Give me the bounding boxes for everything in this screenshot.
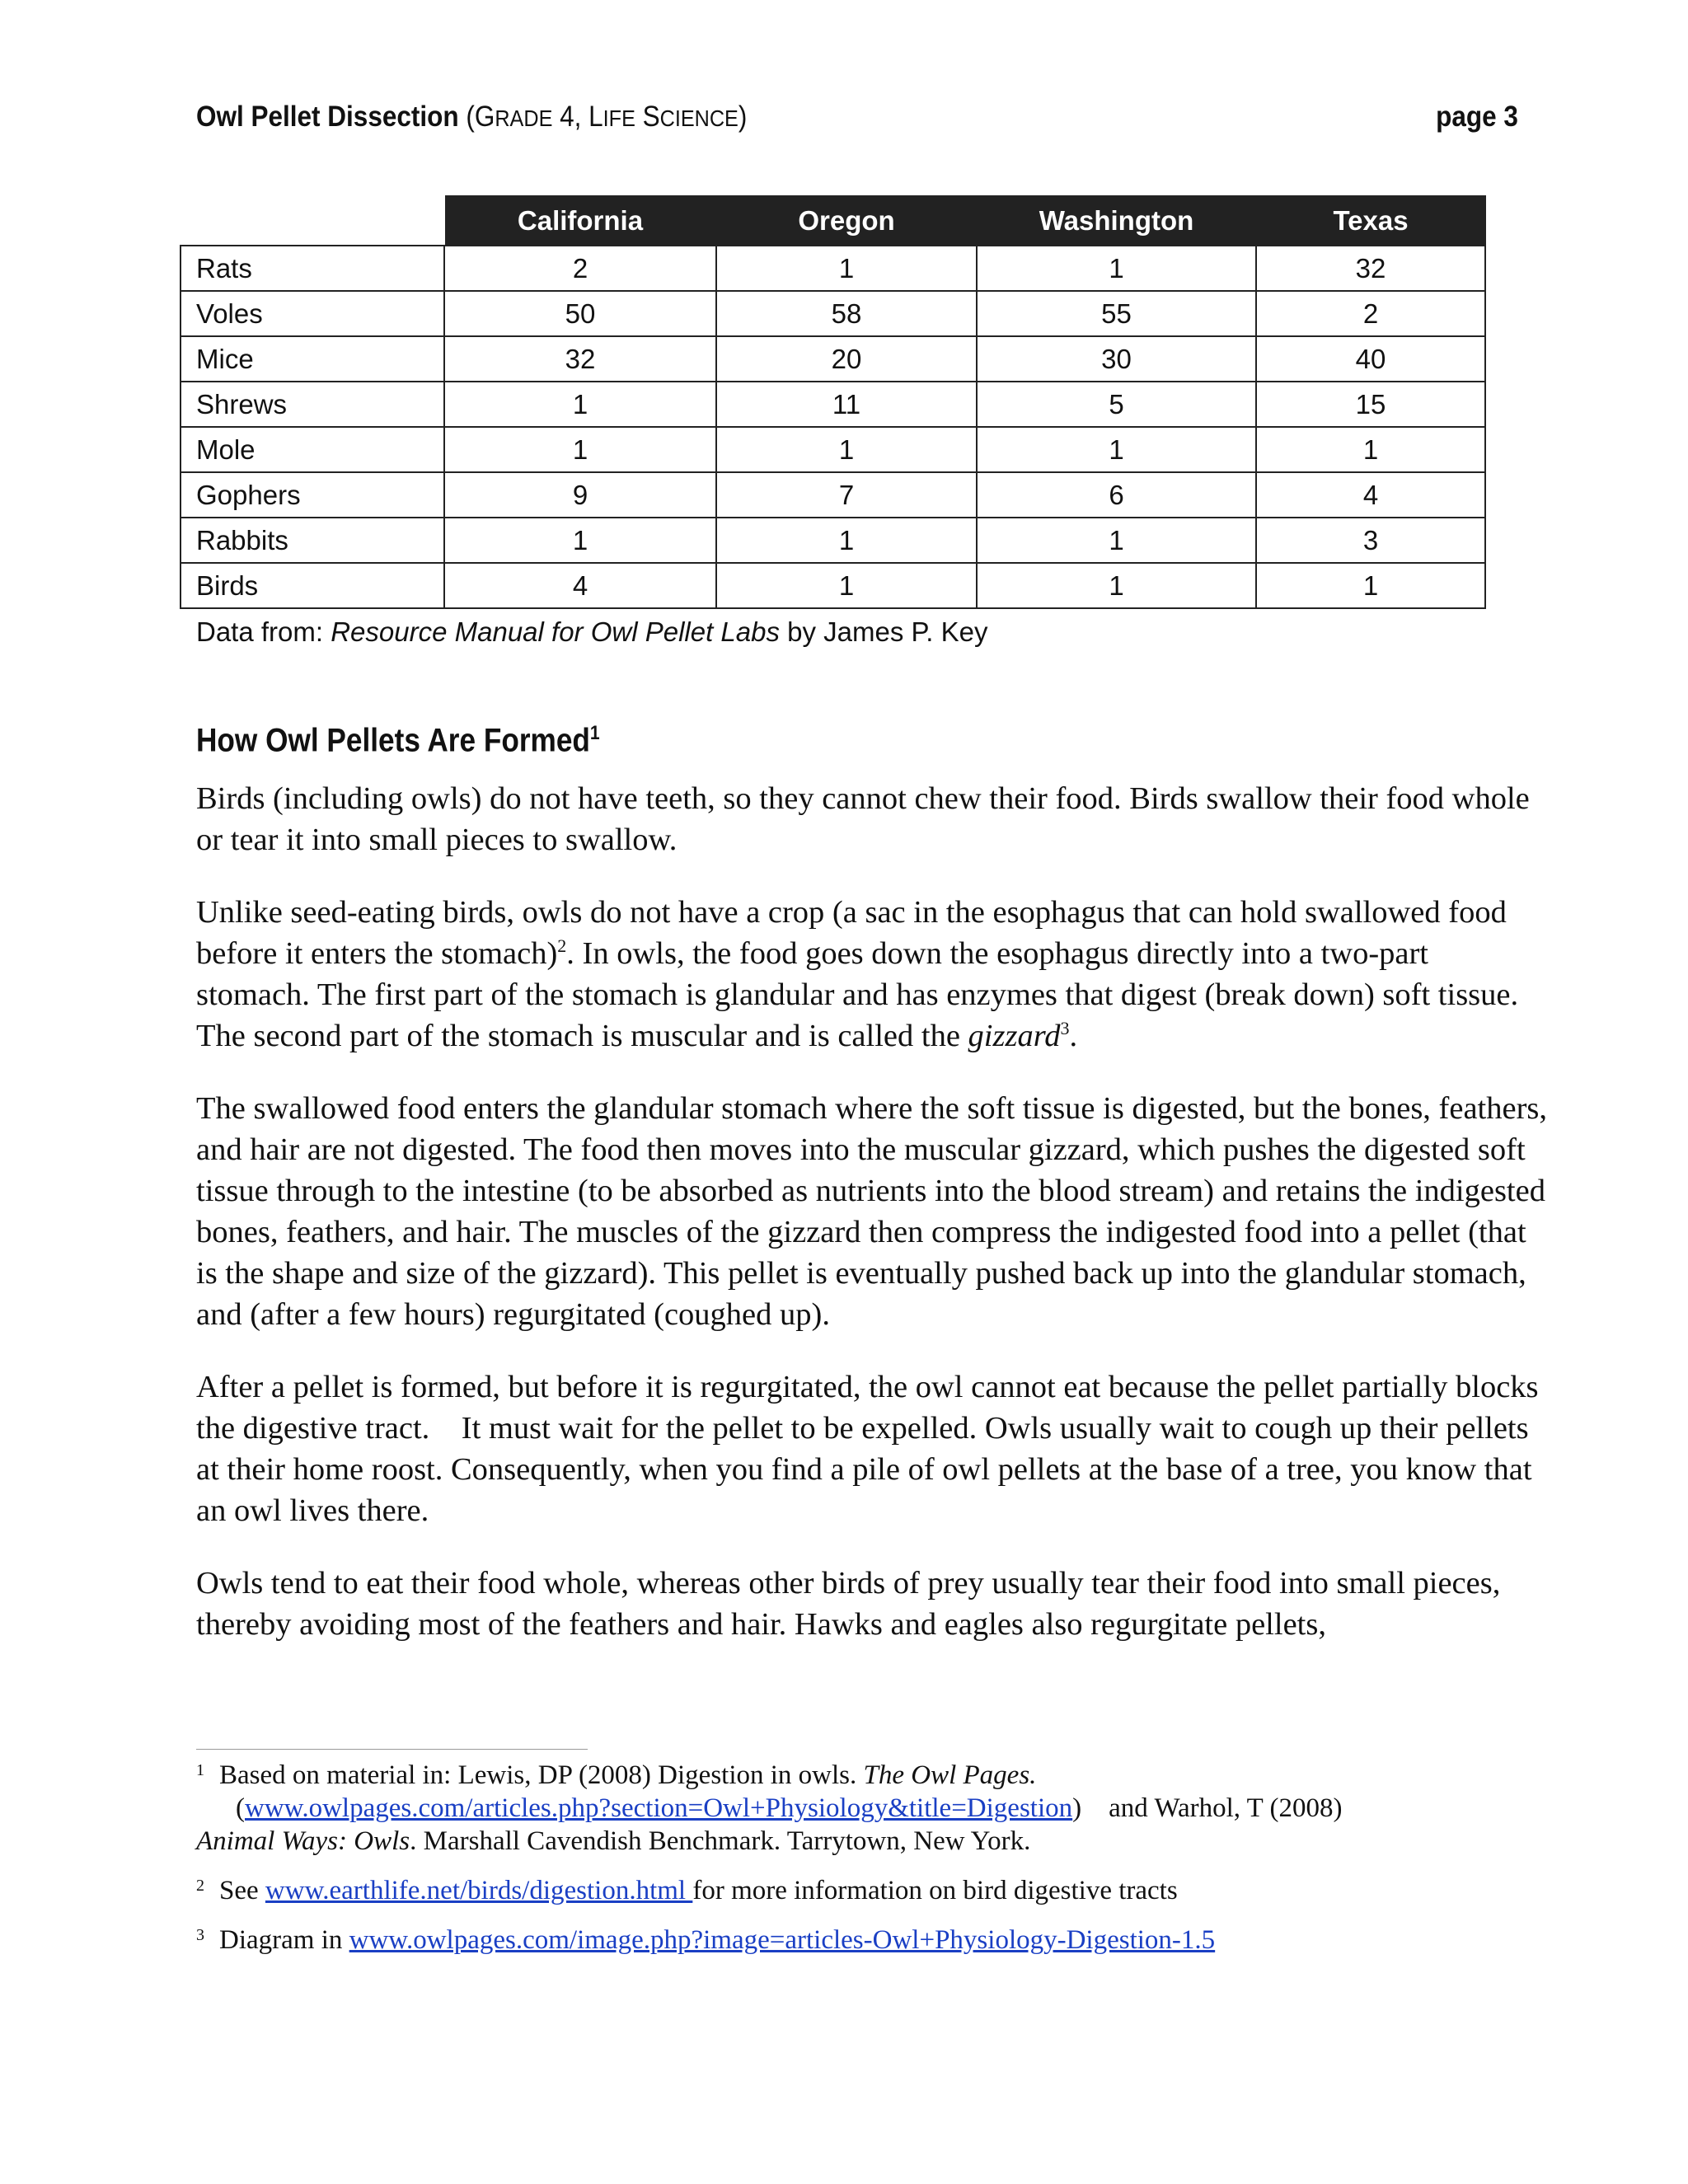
table-row	[181, 336, 1485, 382]
footnote-link[interactable]: www.owlpages.com/image.php?image=articles-Owl+Physiology-Digestion-1.5	[349, 1925, 1216, 1955]
footnote-divider	[196, 1749, 588, 1750]
footnote-2: 2 See www.earthlife.net/birds/digestion.html for more information on bird digestive tracts	[196, 1876, 1178, 1905]
paragraph: The swallowed food enters the glandular stomach where the soft tissue is digested, but the bones, feathers, and hair are not digested. The food then moves into the muscular gizzard, which pushes the digested soft tissue through to the intestine (to be absorbed as nutrients into the blood stream) and retains the indigested bones, feathers, and hair. The muscles of the gizzard then compress the indigested food into a pellet (that is the shape and size of the gizzard). This pellet is eventually pushed back up into the glandular stomach, and (after a few hours) regurgitated (coughed up).	[196, 1091, 1548, 1332]
footnote-mark: 1	[196, 1761, 204, 1779]
table-row	[181, 563, 1485, 608]
table-cell: 1	[977, 518, 1256, 563]
row-label: Mole	[181, 427, 444, 472]
table-cell: 30	[977, 336, 1256, 382]
table-cell: 1	[716, 563, 977, 608]
table-cell: 3	[1256, 518, 1485, 563]
document-subtitle: (GRADE 4, LIFE SCIENCE)	[466, 101, 748, 133]
row-label: Rabbits	[181, 518, 444, 563]
table-row	[181, 382, 1485, 427]
table-cell: 2	[444, 246, 716, 291]
table-cell: 1	[977, 427, 1256, 472]
table-cell: 4	[1256, 472, 1485, 518]
table-cell: 1	[444, 382, 716, 427]
table-cell: 32	[1256, 246, 1485, 291]
table-source-note: Data from: Resource Manual for Owl Pellet Labs by James P. Key	[196, 616, 988, 647]
footnote-mark: 3	[196, 1926, 204, 1944]
footnote-ref: 1	[589, 722, 600, 744]
table-corner-cell	[181, 196, 444, 246]
table-cell: 1	[977, 563, 1256, 608]
table-cell: 55	[977, 291, 1256, 336]
table-cell: 1	[716, 246, 977, 291]
table-row	[181, 291, 1485, 336]
table-cell: 7	[716, 472, 977, 518]
table-cell: 40	[1256, 336, 1485, 382]
table-row	[181, 427, 1485, 472]
table-cell: 1	[716, 518, 977, 563]
prey-data-table	[180, 195, 1486, 609]
row-label: Mice	[181, 336, 444, 382]
footnote-link[interactable]: www.owlpages.com/articles.php?section=Owl+Physiology&title=Digestion	[245, 1793, 1073, 1823]
column-header: California	[444, 196, 716, 246]
row-label: Shrews	[181, 382, 444, 427]
table-cell: 20	[716, 336, 977, 382]
footnotes	[196, 1759, 1548, 1973]
table-cell: 1	[444, 427, 716, 472]
source-title: Resource Manual for Owl Pellet Labs	[331, 616, 780, 647]
column-header: Oregon	[716, 196, 977, 246]
table-cell: 4	[444, 563, 716, 608]
footnote-ref: 3	[1060, 1018, 1070, 1039]
table-cell: 58	[716, 291, 977, 336]
document-title: Owl Pellet Dissection (GRADE 4, LIFE SCIENCE)	[196, 101, 748, 133]
footnote-3: 3 Diagram in www.owlpages.com/image.php?image=articles-Owl+Physiology-Digestion-1.5	[196, 1925, 1216, 1955]
table-cell: 50	[444, 291, 716, 336]
table-cell: 11	[716, 382, 977, 427]
footnote-mark: 2	[196, 1877, 204, 1895]
table-cell: 1	[716, 427, 977, 472]
table-cell: 32	[444, 336, 716, 382]
table-row	[181, 518, 1485, 563]
table-cell: 6	[977, 472, 1256, 518]
table-row	[181, 246, 1485, 291]
table-cell: 1	[1256, 427, 1485, 472]
row-label: Gophers	[181, 472, 444, 518]
table-cell: 2	[1256, 291, 1485, 336]
row-label: Birds	[181, 563, 444, 608]
table-cell: 1	[1256, 563, 1485, 608]
page-header	[196, 101, 1518, 142]
term-gizzard: gizzard	[968, 1019, 1061, 1053]
footnote-1: 1 Based on material in: Lewis, DP (2008) Digestion in owls. The Owl Pages. (www.owlpages.com/articles.php?section=Owl+Physiology&title=Digestion) and Warhol, T (2008) Animal Ways: Owls. Marshall Cavendish Benchmark. Tarrytown, New York.	[196, 1760, 1343, 1856]
footnote-ref: 2	[557, 935, 567, 957]
section-heading: How Owl Pellets Are Formed$^1$	[196, 722, 600, 759]
footnote-link[interactable]: www.earthlife.net/birds/digestion.html	[265, 1876, 693, 1905]
paragraph: After a pellet is formed, but before it is regurgitated, the owl cannot eat because the pellet partially blocks the digestive tract. It must wait for the pellet to be expelled. Owls usually wait to cough up their pellets at their home roost. Consequently, when you find a pile of owl pellets at the base of a tree, you know that an owl lives there.	[196, 1370, 1547, 1528]
column-header: Texas	[1256, 196, 1485, 246]
table-cell: 5	[977, 382, 1256, 427]
paragraph: Owls tend to eat their food whole, whereas other birds of prey usually tear their food into small pieces, thereby avoiding most of the feathers and hair. Hawks and eagles also regurgitate pellets,	[196, 1566, 1501, 1642]
column-header: Washington	[977, 196, 1256, 246]
table-header-row	[181, 196, 1485, 246]
paragraph: Unlike seed-eating birds, owls do not have a crop (a sac in the esophagus that can hold swallowed food before it enters the stomach)$^2$. In owls, the food goes down the esophagus directly into a two-part stomach. The first part of the stomach is glandular and has enzymes that digest (break down) soft tissue. The second part of the stomach is muscular and is called the gizzard$^3$.	[196, 895, 1519, 1053]
table-row	[181, 472, 1485, 518]
paragraph: Birds (including owls) do not have teeth, so they cannot chew their food. Birds swallow their food whole or tear it into small pieces to swallow.	[196, 781, 1530, 857]
row-label: Rats	[181, 246, 444, 291]
row-label: Voles	[181, 291, 444, 336]
table-cell: 9	[444, 472, 716, 518]
table-cell: 1	[977, 246, 1256, 291]
page-number: page 3	[1436, 101, 1518, 133]
table-cell: 1	[444, 518, 716, 563]
section-body	[196, 778, 1548, 1676]
table-cell: 15	[1256, 382, 1485, 427]
